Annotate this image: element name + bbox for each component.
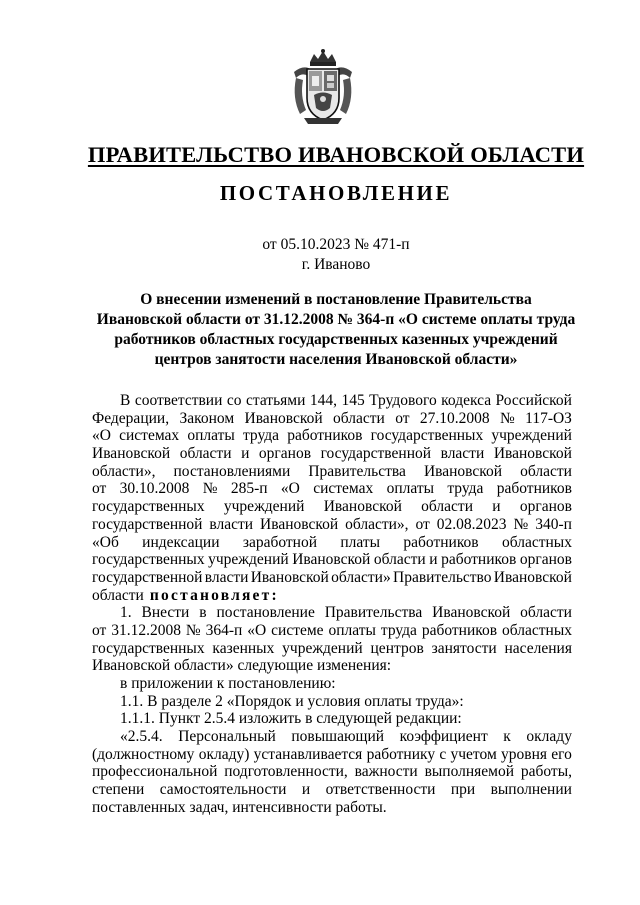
- body-word: и: [301, 781, 311, 799]
- body-line: [92, 781, 572, 799]
- body-word: «О: [92, 427, 111, 445]
- body-word: центров: [370, 639, 424, 657]
- body-line: [92, 463, 572, 481]
- body-word: органов: [519, 498, 572, 516]
- body-line: [92, 710, 572, 728]
- body-word: интенсивности: [232, 798, 336, 816]
- body-line: [92, 534, 572, 552]
- body-word: труда: [447, 480, 484, 498]
- coat-of-arms-icon: [290, 48, 356, 126]
- body-word: 340-п: [535, 515, 572, 533]
- body-line: [92, 410, 572, 428]
- body-word: области»: [331, 568, 391, 586]
- body-word: системе: [271, 621, 324, 639]
- body-word: Ивановской: [292, 551, 371, 569]
- body-line: [92, 427, 572, 445]
- body-word: области: [92, 586, 144, 604]
- body-word: задач,: [189, 798, 233, 816]
- body-word: оплаты: [386, 480, 435, 498]
- body-word: 2: [215, 692, 227, 710]
- body-word: устанавливается: [253, 745, 363, 763]
- body-word: органов: [258, 445, 312, 463]
- body-word: «О: [280, 480, 300, 498]
- body-word: №: [202, 480, 218, 498]
- body-word: 2.5.4: [203, 710, 239, 728]
- body-word: 02.08.2023: [436, 515, 507, 533]
- body-word: казенных: [212, 639, 275, 657]
- body-word: соответствии: [134, 392, 223, 409]
- body-word: области»,: [92, 462, 156, 480]
- body-word: уровня: [501, 745, 548, 763]
- body-word: области: [520, 604, 572, 622]
- body-word: государственных: [92, 498, 205, 516]
- body-word: 1.1.: [120, 692, 148, 710]
- body-word: и: [492, 498, 501, 516]
- body-word: Пункт: [158, 710, 204, 728]
- body-line: [92, 728, 572, 746]
- body-word: государственных: [92, 551, 205, 569]
- body-word: коэффициент: [399, 728, 488, 746]
- subject-line: центров занятости населения Ивановской области»: [154, 351, 518, 368]
- body-word: изменения:: [316, 657, 392, 675]
- body-word: «О: [247, 621, 267, 639]
- body-word: со: [226, 392, 242, 409]
- body-line: [92, 640, 572, 658]
- body-line: [92, 763, 572, 781]
- body-word: области: [179, 445, 232, 463]
- body-word: власти: [209, 515, 254, 533]
- body-word: постановлениями: [173, 462, 291, 480]
- body-word: области: [421, 498, 473, 516]
- body-word: области»: [174, 657, 238, 675]
- body-line: [92, 392, 572, 410]
- body-word: области: [333, 409, 385, 427]
- body-word: оплаты: [364, 692, 416, 710]
- body-word: 1.: [120, 604, 132, 622]
- body-word: труда: [380, 621, 417, 639]
- body-word: в: [120, 675, 132, 692]
- body-word: государственных: [92, 639, 205, 657]
- body-word: условия: [307, 692, 365, 710]
- body-word: государственной: [320, 445, 432, 463]
- body-word: выполнении: [490, 781, 572, 799]
- body-word: оплаты: [328, 621, 376, 639]
- body-word: Внести: [141, 604, 190, 622]
- body-word: окладу): [198, 745, 250, 763]
- body-word: труда: [242, 427, 280, 445]
- body-word: ответственности: [325, 781, 436, 799]
- body-word: Ивановской: [260, 515, 339, 533]
- body-word: учреждений: [208, 551, 289, 569]
- body-word: оплаты: [187, 427, 235, 445]
- body-word: №: [185, 621, 201, 639]
- body-word: учреждений: [282, 639, 363, 657]
- body-word: кодекса: [441, 392, 492, 409]
- body-word: Ивановской: [250, 568, 329, 586]
- body-word: (должностному: [92, 745, 195, 763]
- body-word: постановлению:: [228, 675, 336, 692]
- body-word: важности: [354, 763, 418, 781]
- body-word: 27.10.2008: [419, 409, 490, 427]
- body-word: области: [520, 462, 572, 480]
- body-word: Ивановской: [493, 568, 572, 586]
- body-line: [92, 445, 572, 463]
- body-word: следующей: [316, 710, 396, 728]
- body-word: разделе: [161, 692, 216, 710]
- body-word: «Порядок: [226, 692, 296, 710]
- body-word: «2.5.4.: [120, 728, 163, 746]
- body-word: Правительства: [324, 604, 423, 622]
- body-word: и: [429, 551, 438, 569]
- government-title: ПРАВИТЕЛЬСТВО ИВАНОВСКОЙ ОБЛАСТИ: [87, 142, 585, 167]
- body-word: работников: [403, 533, 479, 551]
- body-word: Ивановской: [92, 445, 171, 463]
- body-line: [92, 604, 572, 622]
- body-word: от: [92, 480, 107, 498]
- body-word: Ивановской: [423, 462, 503, 480]
- body-word: Ивановской: [493, 445, 572, 463]
- body-word: системах: [313, 480, 374, 498]
- body-line: [92, 675, 572, 693]
- body-word: 145: [341, 392, 365, 409]
- body-word: редакции:: [395, 710, 462, 728]
- body-word: работников: [496, 480, 572, 498]
- body-word: области»,: [345, 515, 409, 533]
- body-word: учетом: [450, 745, 497, 763]
- body-word: №: [513, 515, 529, 533]
- body-word: 1.1.1.: [120, 710, 159, 728]
- body-word: индексации: [142, 533, 220, 551]
- body-line: [92, 657, 572, 675]
- body-word: учреждений: [223, 498, 305, 516]
- body-word: к: [216, 675, 229, 692]
- resolution-keyword: постановляет:: [143, 586, 279, 604]
- document-type: ПОСТАНОВЛЕНИЕ: [219, 181, 453, 205]
- body-word: государственной: [92, 515, 203, 533]
- body-word: статьями: [245, 392, 306, 409]
- body-word: учреждений: [491, 427, 572, 445]
- body-line: [92, 551, 572, 569]
- body-line: [92, 569, 572, 587]
- body-word: выполняемой: [424, 763, 515, 781]
- body-word: от: [395, 409, 410, 427]
- body-word: Ивановской: [244, 409, 323, 427]
- body-word: работнику: [366, 745, 436, 763]
- body-word: работы.: [335, 798, 387, 816]
- body-word: самостоятельности: [159, 781, 287, 799]
- body-word: 144,: [309, 392, 337, 409]
- body-word: В: [120, 392, 131, 409]
- body-word: области: [373, 551, 426, 569]
- body-word: «Об: [92, 533, 119, 551]
- body-word: в: [199, 604, 207, 622]
- body-line: [92, 480, 572, 498]
- body-word: власти: [204, 568, 249, 586]
- body-line: [92, 799, 572, 817]
- body-word: повышающий: [291, 728, 385, 746]
- body-line: [92, 516, 572, 534]
- body-word: Персональный: [178, 728, 276, 746]
- subject-line: Ивановской области от 31.12.2008 № 364-п «О системе оплаты труда: [96, 311, 576, 328]
- body-word: работников: [441, 551, 517, 569]
- body-word: населения: [504, 639, 572, 657]
- body-word: Ивановской: [432, 604, 511, 622]
- body-word: профессиональной: [92, 763, 218, 781]
- body-line: [92, 498, 572, 516]
- body-line: [92, 587, 572, 605]
- body-word: от: [92, 621, 107, 639]
- body-word: В: [147, 692, 162, 710]
- document-body: [92, 392, 572, 817]
- body-line: [92, 693, 572, 711]
- body-word: областных: [501, 533, 572, 551]
- document-city: г. Иваново: [301, 256, 371, 273]
- body-word: органов: [519, 551, 572, 569]
- body-word: Правительство: [393, 568, 492, 586]
- body-line: [92, 622, 572, 640]
- body-word: 285-п: [230, 480, 268, 498]
- body-word: Федерации,: [92, 409, 170, 427]
- body-word: поставленных: [92, 798, 190, 816]
- body-word: 30.10.2008: [119, 480, 190, 498]
- body-word: Российской: [495, 392, 572, 409]
- body-word: платы: [340, 533, 381, 551]
- body-word: работников: [287, 427, 363, 445]
- body-word: в: [305, 710, 317, 728]
- body-word: Правительства: [308, 462, 406, 480]
- body-word: труда»:: [415, 692, 464, 710]
- body-word: степени: [92, 781, 145, 799]
- body-word: №: [499, 409, 515, 427]
- body-word: заработной: [242, 533, 318, 551]
- body-word: при: [450, 781, 476, 799]
- body-word: от: [415, 515, 430, 533]
- body-word: изложить: [238, 710, 306, 728]
- body-word: власти: [440, 445, 485, 463]
- document-subject: [92, 290, 580, 370]
- body-word: занятости: [431, 639, 497, 657]
- body-word: Ивановской: [92, 657, 175, 675]
- body-word: с: [439, 745, 447, 763]
- body-word: окладу: [526, 728, 572, 746]
- body-line: [92, 746, 572, 764]
- body-word: областных: [502, 621, 572, 639]
- body-word: 31.12.2008: [111, 621, 181, 639]
- body-word: системах: [119, 427, 180, 445]
- body-word: и: [295, 692, 308, 710]
- body-word: следующие: [237, 657, 317, 675]
- body-word: работы,: [520, 763, 572, 781]
- body-word: Ивановской: [323, 498, 402, 516]
- body-word: Трудового: [369, 392, 437, 409]
- subject-line: О внесении изменений в постановление Правительства: [140, 291, 532, 308]
- body-word: к: [503, 728, 511, 746]
- body-word: его: [551, 745, 572, 763]
- body-word: государственных: [370, 427, 484, 445]
- body-word: 117-ОЗ: [525, 409, 572, 427]
- body-word: Законом: [179, 409, 235, 427]
- body-word: 364-п: [205, 621, 243, 639]
- subject-line: работников областных государственных казенных учреждений: [114, 331, 558, 348]
- body-word: приложении: [131, 675, 217, 692]
- body-word: и: [241, 445, 250, 463]
- body-word: государственной: [92, 568, 203, 586]
- body-word: работников: [421, 621, 498, 639]
- body-word: постановление: [216, 604, 315, 622]
- document-date-number: от 05.10.2023 № 471-п: [262, 236, 410, 253]
- body-word: подготовленности,: [224, 763, 348, 781]
